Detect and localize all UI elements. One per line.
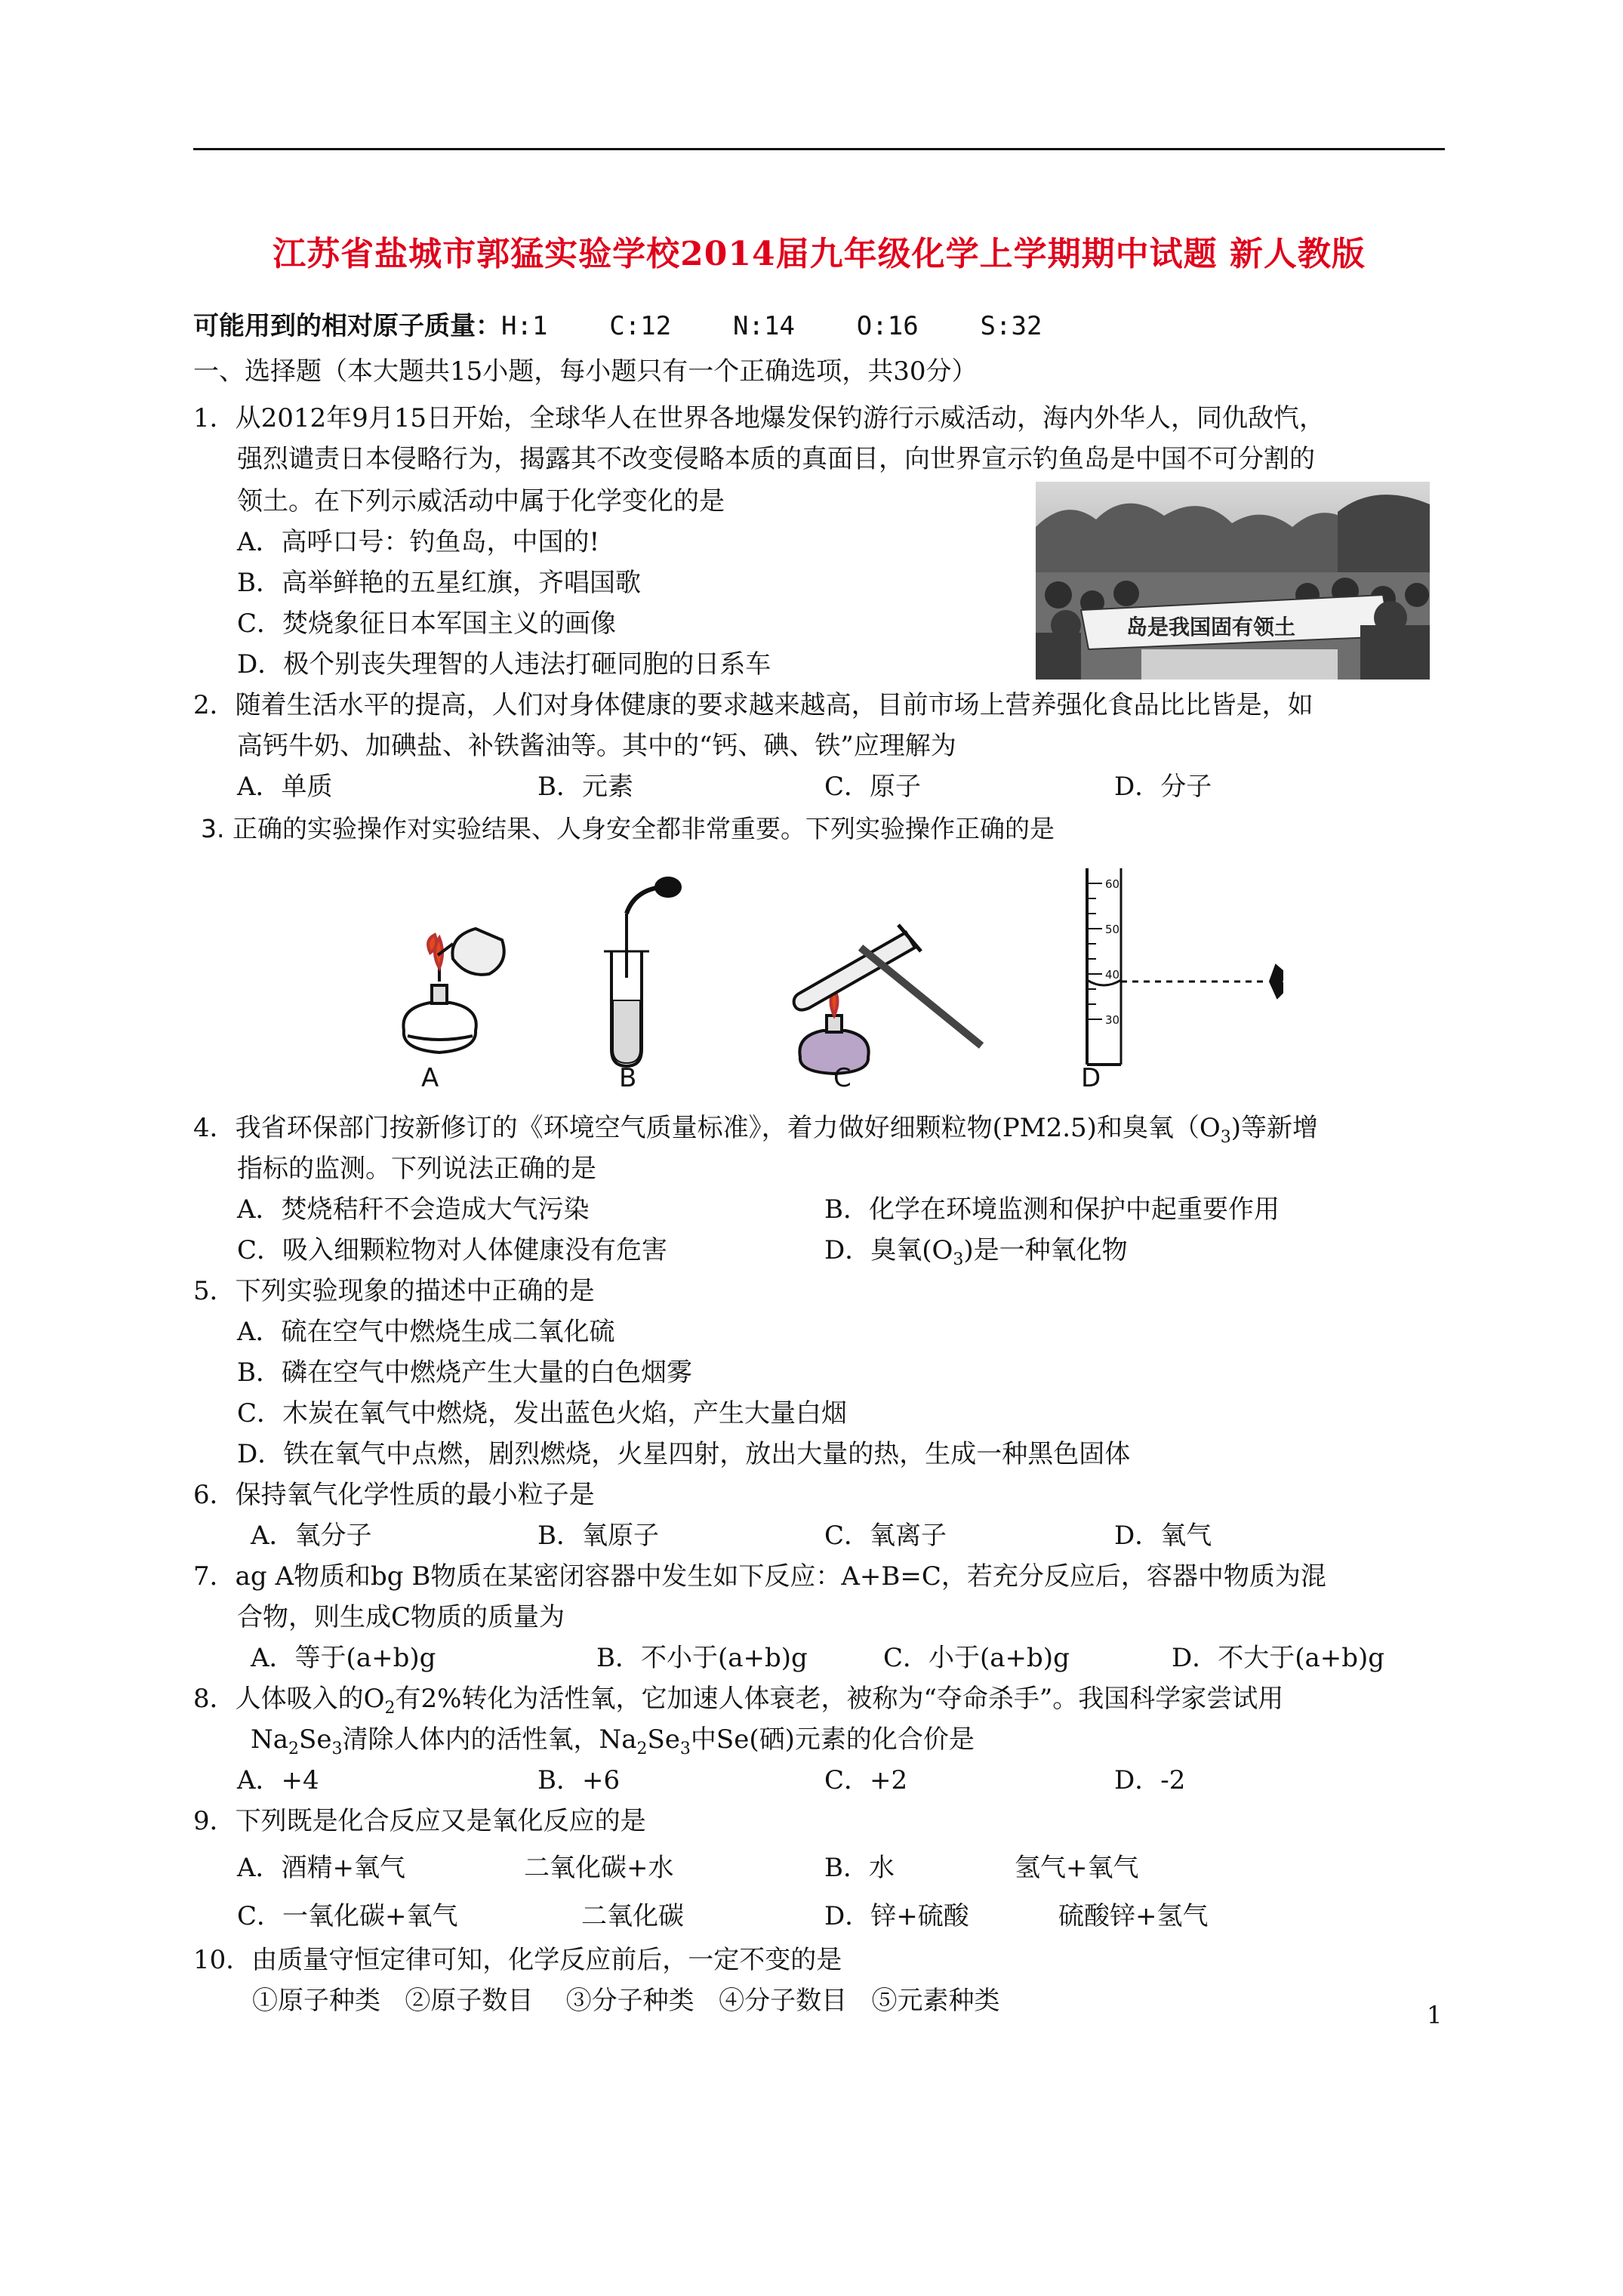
q1-line1: 1．从2012年9月15日开始，全球华人在世界各地爆发保钓游行示威活动，海内外华人，同仇敌忾， [193,403,1326,433]
q9-option-d-products: 硫酸锌+氢气 [1058,1901,1209,1931]
q2-option-d: D．分子 [1114,772,1212,802]
q8-line1-tail: 有2%转化为活性氧，它加速人体衰老，被称为“夺命杀手”。我国科学家尝试用 [395,1684,1284,1714]
q8-option-d: D．-2 [1114,1765,1186,1795]
q1-option-b: B．高举鲜艳的五星红旗，齐唱国歌 [237,568,641,598]
q8-option-a: A．+4 [237,1765,319,1795]
page-title: 江苏省盐城市郭猛实验学校2014届九年级化学上学期期中试题 新人教版 [273,235,1366,273]
q8-line2 [251,1721,975,1767]
q8-line2-mid: 清除人体内的活性氧，Na [342,1724,637,1755]
q8-sub-3a: 3 [331,1739,343,1758]
q5-option-b: B．磷在空气中燃烧产生大量的白色烟雾 [237,1358,692,1388]
q3-line1: 3. 正确的实验操作对实验结果、人身安全都非常重要。下列实验操作正确的是 [201,814,1055,843]
q6-line1: 6．保持氧气化学性质的最小粒子是 [193,1480,595,1510]
banner-text: 岛是我国固有领土 [1126,615,1296,639]
figure-label-a: A [421,1063,439,1093]
q1-option-d: D．极个别丧失理智的人违法打砸同胞的日系车 [237,649,771,680]
q8-option-c: C．+2 [824,1765,908,1795]
q8-se-1: Se [299,1724,332,1755]
q5-option-d: D．铁在氧气中点燃，剧烈燃烧，火星四射，放出大量的热，生成一种黑色固体 [237,1439,1131,1469]
figure-d-graduated-cylinder [1087,868,1283,1065]
q8-line1-text: 8．人体吸入的O [193,1684,385,1714]
q7-line1: 7．ag A物质和bg B物质在某密闭容器中发生如下反应：A+B=C，若充分反应后，容器中物质为混 [193,1561,1326,1592]
q4-line1 [193,1110,1318,1156]
q10-line2: ①原子种类 ②原子数目 ③分子种类 ④分子数目 ⑤元素种类 [252,1986,1000,2016]
q8-se-2: Se [647,1724,680,1755]
q2-line2: 高钙牛奶、加碘盐、补铁酱油等。其中的“钙、碘、铁”应理解为 [237,731,956,761]
q9-line1: 9．下列既是化合反应又是氧化反应的是 [193,1806,646,1836]
q1-option-c: C．焚烧象征日本军国主义的画像 [237,609,617,639]
q9-option-b-reactants: B．水 [824,1853,895,1883]
q9-option-a-reactants: A．酒精+氧气 [237,1853,406,1883]
q9-option-a-products: 二氧化碳+水 [524,1853,674,1883]
figure-b-dropper-test-tube [604,878,680,1066]
q6-option-b: B．氧原子 [537,1521,659,1551]
q2-option-b: B．元素 [537,772,633,802]
q8-sub-2a: 2 [288,1739,300,1758]
q6-option-d: D．氧气 [1114,1521,1212,1551]
scale-tick-50: 50 [1105,923,1120,936]
q7-option-d: D．不大于(a+b)g [1172,1643,1385,1673]
q1-line3: 领土。在下列示威活动中属于化学变化的是 [237,486,725,516]
atomic-mass-values: H:1 C:12 N:14 O:16 S:32 [501,311,1042,341]
q4-line1-tail: )等新增 [1230,1113,1319,1143]
header-rule [193,148,1445,150]
figure-a-alcohol-lamps [403,929,504,1052]
atomic-mass-line [193,308,1042,344]
q4-option-a: A．焚烧秸秆不会造成大气污染 [237,1194,590,1225]
q8-line1 [193,1681,1283,1727]
q2-option-a: A．单质 [237,772,333,802]
q9-option-d-reactants: D．锌+硫酸 [824,1901,969,1931]
q4-option-d-tail: )是一种氧化物 [963,1235,1128,1265]
q1-option-a: A．高呼口号：钓鱼岛，中国的! [237,527,600,557]
q4-line2: 指标的监测。下列说法正确的是 [237,1154,596,1184]
q6-option-c: C．氧离子 [824,1521,947,1551]
q5-option-a: A．硫在空气中燃烧生成二氧化硫 [237,1317,615,1347]
q8-line2-tail: 中Se(硒)元素的化合价是 [690,1724,975,1755]
q4-option-b: B．化学在环境监测和保护中起重要作用 [824,1194,1280,1225]
q10-line1: 10．由质量守恒定律可知，化学反应前后，一定不变的是 [193,1945,842,1975]
q4-option-d [824,1232,1128,1278]
scale-tick-60: 60 [1105,877,1120,891]
atomic-mass-label: 可能用到的相对原子质量： [193,311,501,341]
q9-option-b-products: 氢气+氧气 [1015,1853,1139,1883]
q8-sub-2b: 2 [636,1739,648,1758]
protest-photo [1036,482,1430,680]
figure-c-heating-test-tube [794,925,981,1074]
figure-label-b: B [619,1063,637,1093]
q8-sub-3b: 3 [679,1739,691,1758]
section-heading: 一、选择题（本大题共15小题，每小题只有一个正确选项，共30分） [193,356,978,387]
q4-option-d-subscript: 3 [953,1250,964,1269]
figure-label-c: C [833,1063,852,1093]
q8-subscript-o2: 2 [384,1698,396,1718]
page-number: 1 [1427,2001,1443,2029]
q5-line1: 5．下列实验现象的描述中正确的是 [193,1276,595,1306]
q8-option-b: B．+6 [537,1765,621,1795]
q6-option-a: A．氧分子 [251,1521,372,1551]
q7-option-b: B．不小于(a+b)g [596,1643,808,1673]
q5-option-c: C．木炭在氧气中燃烧，发出蓝色火焰，产生大量白烟 [237,1398,848,1428]
q2-option-c: C．原子 [824,772,922,802]
q9-option-c-reactants: C．一氧化碳+氧气 [237,1901,458,1931]
scale-tick-30: 30 [1105,1013,1120,1027]
q7-option-c: C．小于(a+b)g [883,1643,1070,1673]
q8-na-1: Na [251,1724,289,1755]
q9-option-c-products: 二氧化碳 [581,1901,684,1931]
figure-label-d: D [1081,1063,1101,1093]
q4-subscript: 3 [1220,1127,1231,1147]
q4-option-c: C．吸入细颗粒物对人体健康没有危害 [237,1235,668,1265]
q7-line2: 合物，则生成C物质的质量为 [237,1602,565,1632]
q2-line1: 2．随着生活水平的提高，人们对身体健康的要求越来越高，目前市场上营养强化食品比比皆是，如 [193,690,1313,720]
q1-line2: 强烈谴责日本侵略行为，揭露其不改变侵略本质的真面目，向世界宣示钓鱼岛是中国不可分割的 [237,444,1315,474]
lab-operations-figure [377,868,1283,1095]
q7-option-a: A．等于(a+b)g [251,1643,436,1673]
q4-line1-text: 4．我省环保部门按新修订的《环境空气质量标准》，着力做好细颗粒物(PM2.5)和臭氧（O [193,1113,1221,1143]
scale-tick-40: 40 [1105,968,1120,982]
q4-option-d-text: D．臭氧(O [824,1235,953,1265]
